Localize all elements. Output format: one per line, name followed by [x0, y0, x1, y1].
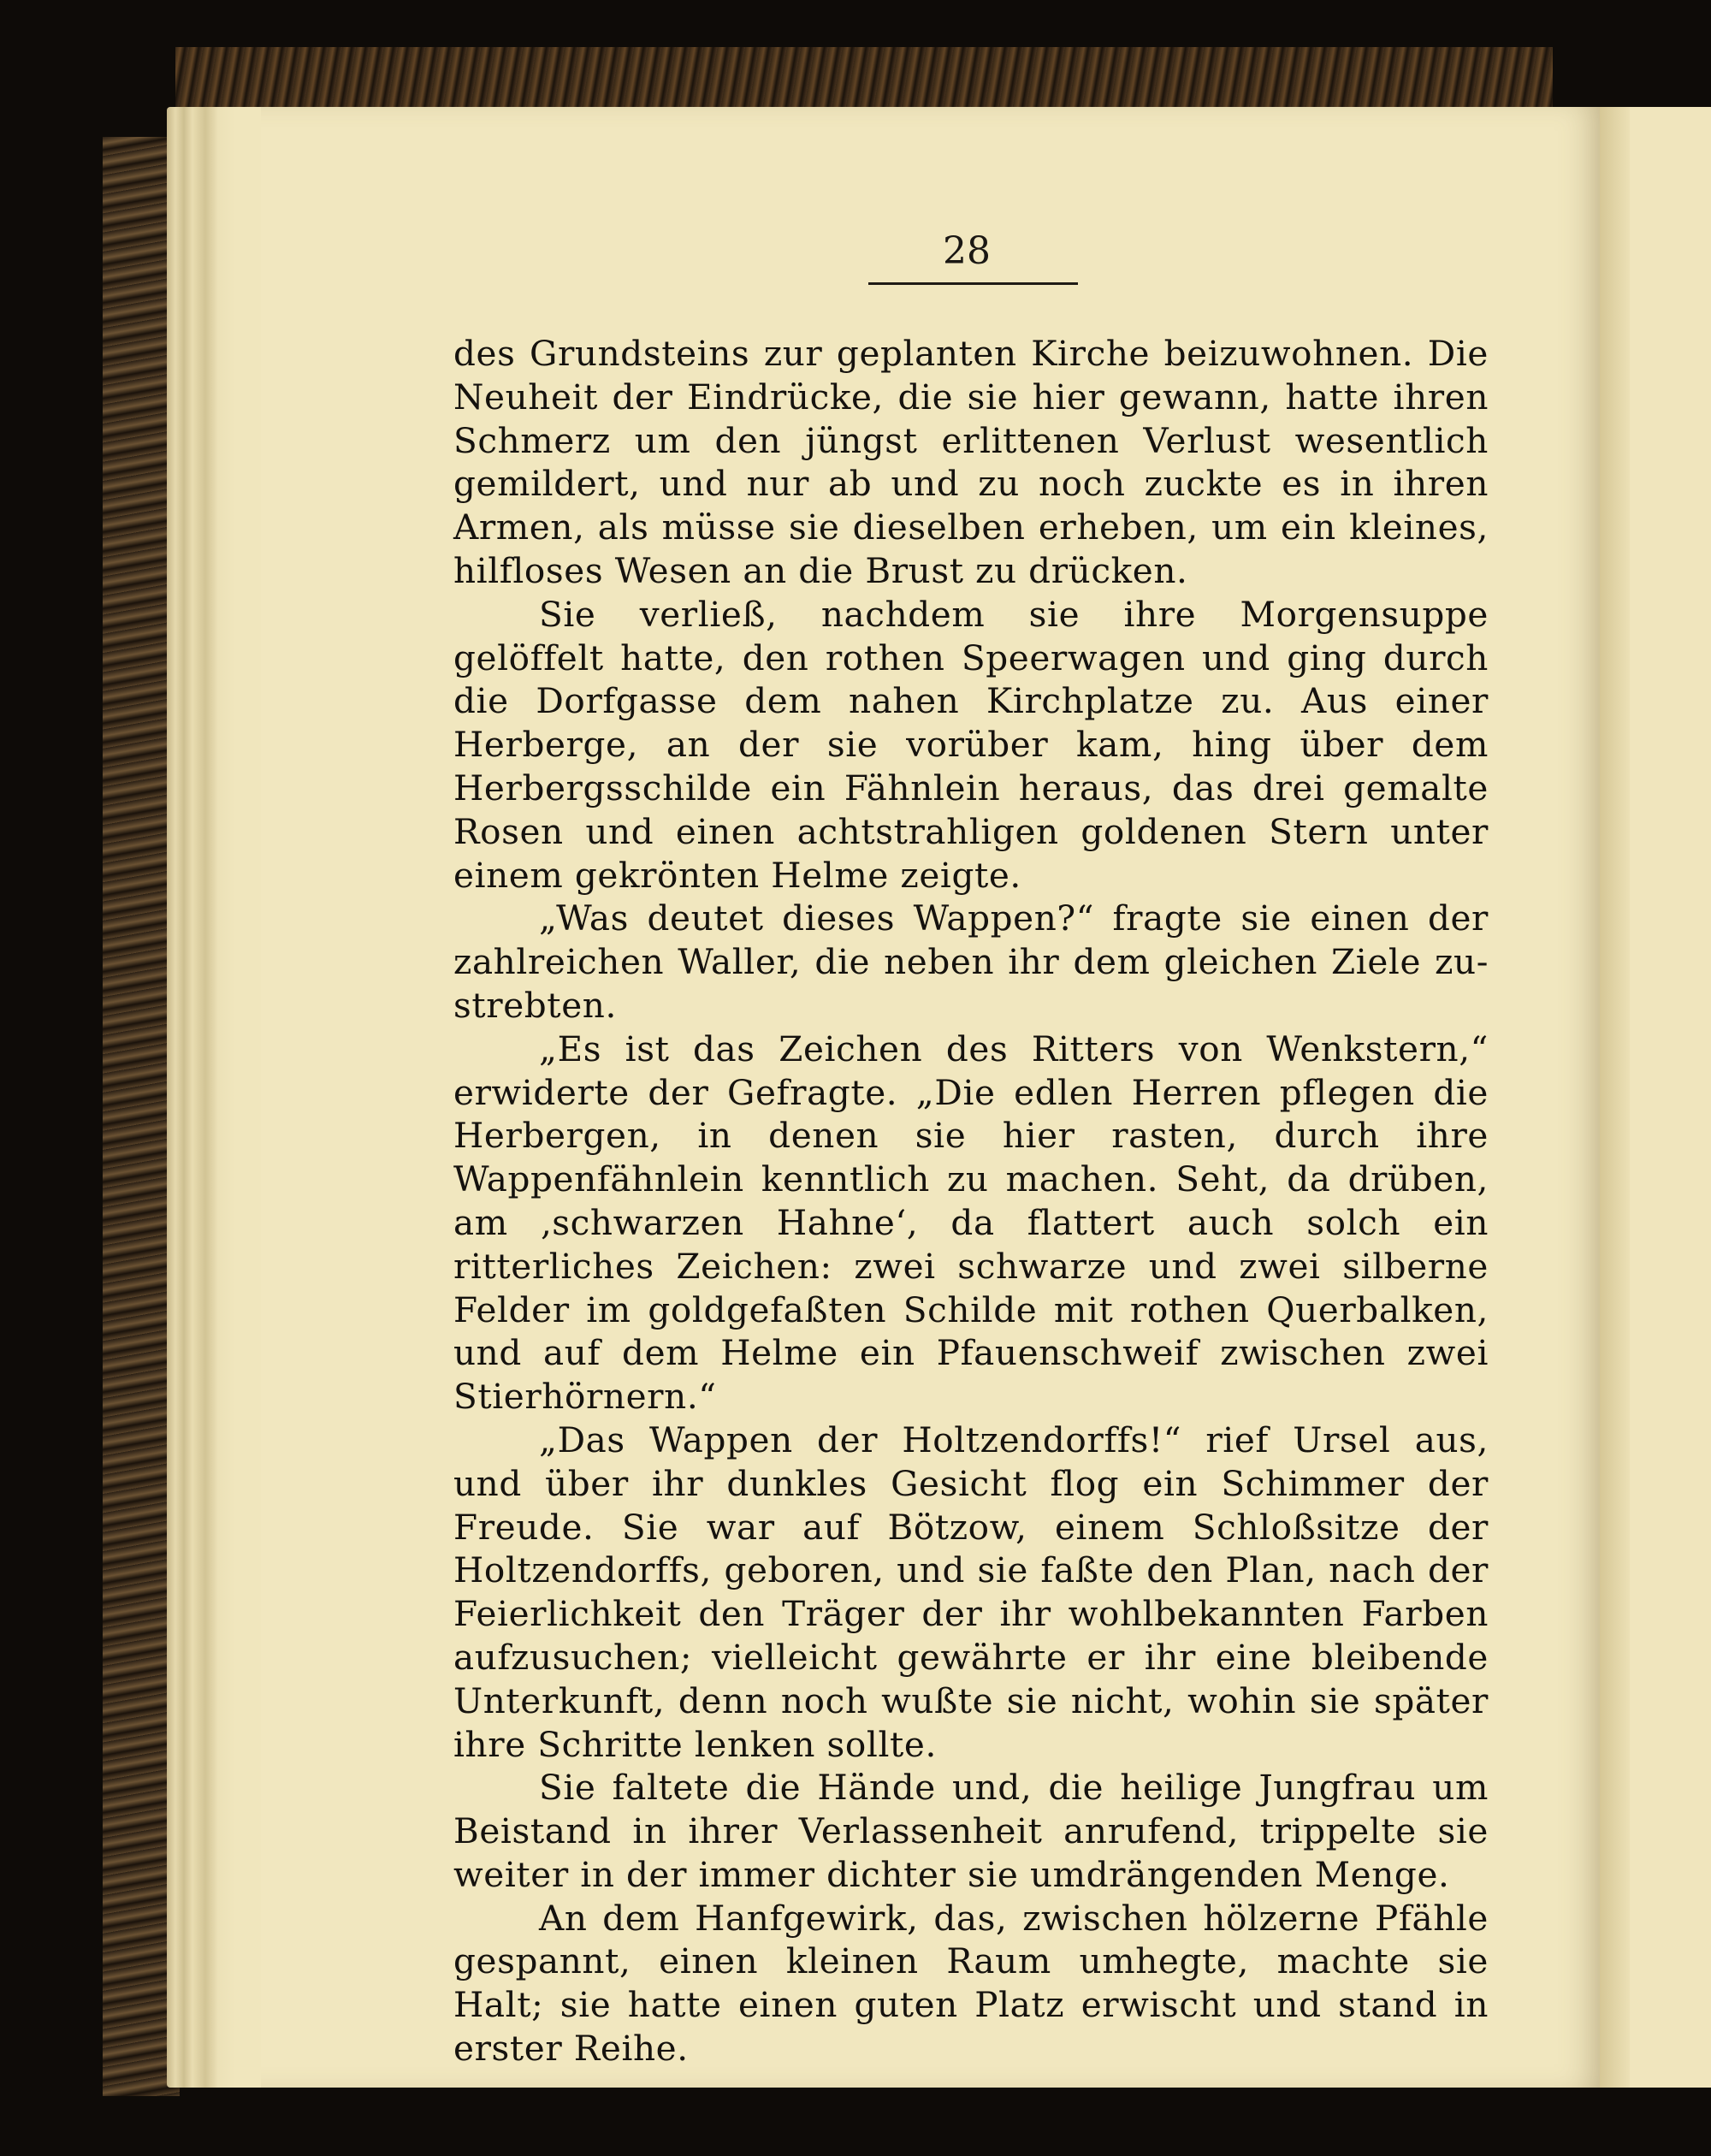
page-number: 28 [943, 229, 991, 273]
body-text [453, 332, 1489, 2070]
header-rule [868, 282, 1078, 285]
paragraph-1: des Grundsteins zur geplanten Kirche beizuwohnen. Die Neuheit der Eindrücke, die sie hier gewann, hatte ihren Schmerz um den jüngst erlittenen Verlust wesentlich gemildert, und nur ab und zu noch zuckte es in ihren Armen, als müsse sie dieselben erheben, um ein kleines, hilfloses Wesen an die Brust zu drücken. [453, 333, 1489, 591]
paragraph-3: „Was deutet dieses Wappen?“ fragte sie einen der zahlreichen Waller, die neben ihr dem gleichen Ziele zu-strebten. [453, 897, 1489, 1026]
page-gutter [1600, 107, 1634, 2088]
paragraph-2: Sie verließ, nachdem sie ihre Morgensuppe gelöffelt hatte, den rothen Speerwagen und ging durch die Dorfgasse dem nahen Kirchplatze zu. Aus einer Herberge, an der sie vorüber kam, hing über dem Herbergsschilde ein Fähnlein heraus, das drei gemalte Rosen und einen achtstrahligen goldenen Stern unter einem gekrönten Helme zeigte. [453, 593, 1489, 896]
paragraph-7: An dem Hanfgewirk, das, zwischen hölzerne Pfähle gespannt, einen kleinen Raum umhegte, machte sie Halt; sie hatte einen guten Platz erwischt und stand in erster Reihe. [453, 1897, 1489, 2070]
next-page-edge [1630, 107, 1711, 2088]
paragraph-4: „Es ist das Zeichen des Ritters von Wenkstern,“ erwiderte der Gefragte. „Die edlen Herren pflegen die Herbergen, in denen sie hier rasten, durch ihre Wappenfähnlein kenntlich zu machen. Seht, da drüben, am ‚schwarzen Hahne‘, da flattert auch solch ein ritterliches Zeichen: zwei schwarze und zwei silberne Felder im goldgefaßten Schilde mit rothen Querbalken, und auf dem Helme ein Pfauenschweif zwischen zwei Stierhörnern.“ [453, 1028, 1489, 1418]
paragraph-5: „Das Wappen der Holtzendorffs!“ rief Ursel aus, und über ihr dunkles Gesicht flog ein Schimmer der Freude. Sie war auf Bötzow, einem Schloßsitze der Holtzendorffs, geboren, und sie faßte den Plan, nach der Feierlichkeit den Träger der ihr wohlbekannten Farben aufzusuchen; vielleicht gewährte er ihr eine bleibende Unterkunft, denn noch wußte sie nicht, wohin sie später ihre Schritte lenken sollte. [453, 1419, 1489, 1765]
paragraph-6: Sie faltete die Hände und, die heilige Jungfrau um Beistand in ihrer Verlassenheit anrufend, trippelte sie weiter in der immer dichter sie umdrängenden Menge. [453, 1767, 1489, 1895]
